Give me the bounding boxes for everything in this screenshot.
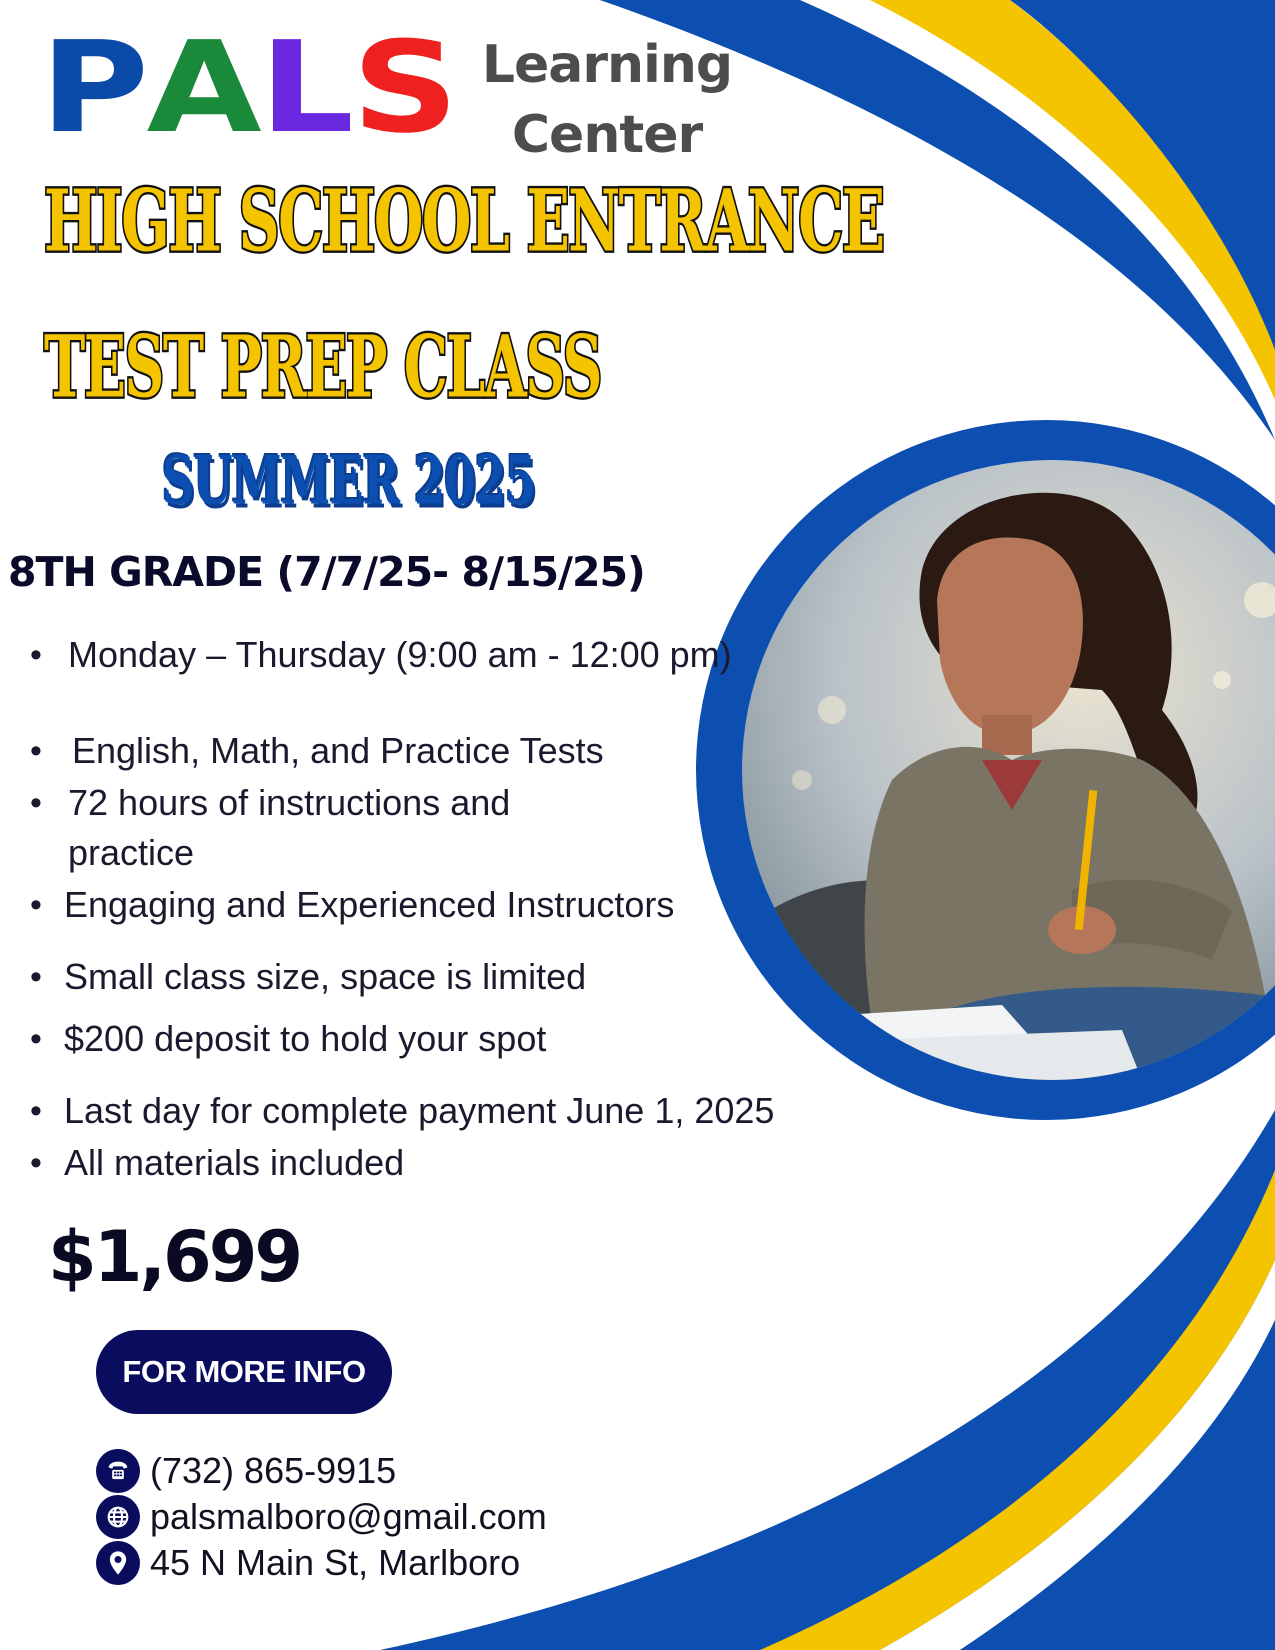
grade-and-dates: 8TH GRADE (7/7/25- 8/15/25) <box>8 548 645 596</box>
logo-letter-a: A <box>146 14 260 161</box>
logo <box>40 14 733 165</box>
list-item: • $200 deposit to hold your spot <box>30 1014 784 1064</box>
logo-wordmark <box>40 14 457 161</box>
logo-letter-l: L <box>259 14 352 161</box>
price: $1,699 <box>48 1216 301 1298</box>
list-item: • English, Math, and Practice Tests <box>30 726 792 776</box>
list-item: • Engaging and Experienced Instructors <box>30 880 784 930</box>
more-info-button[interactable]: FOR MORE INFO <box>96 1330 392 1414</box>
email-address: palsmalboro@gmail.com <box>150 1496 547 1537</box>
season-title: SUMMER 2025 <box>162 442 536 521</box>
list-item: • Small class size, space is limited <box>30 952 784 1002</box>
location-pin-icon <box>96 1541 140 1585</box>
contact-phone[interactable] <box>96 1448 396 1494</box>
list-item: • 72 hours of instructions and practice <box>30 778 588 878</box>
globe-icon <box>96 1495 140 1539</box>
list-item: • Last day for complete payment June 1, 2025 <box>30 1086 864 1136</box>
list-item: • All materials included <box>30 1138 784 1188</box>
street-address: 45 N Main St, Marlboro <box>150 1542 521 1583</box>
phone-icon <box>96 1449 140 1493</box>
logo-subtitle <box>472 30 742 170</box>
contact-address[interactable] <box>96 1540 520 1586</box>
logo-letter-s: S <box>351 14 457 161</box>
phone-number: (732) 865-9915 <box>150 1450 397 1491</box>
logo-line-center: Center <box>511 105 703 165</box>
logo-line-learning: Learning <box>481 35 733 95</box>
contact-email[interactable] <box>96 1494 547 1540</box>
headline-line-2: TEST PREP CLASS <box>44 316 601 417</box>
list-item: • Monday – Thursday (9:00 am - 12:00 pm) <box>30 630 788 680</box>
headline-line-1: HIGH SCHOOL ENTRANCE <box>44 170 884 271</box>
logo-letter-p: P <box>40 14 147 161</box>
